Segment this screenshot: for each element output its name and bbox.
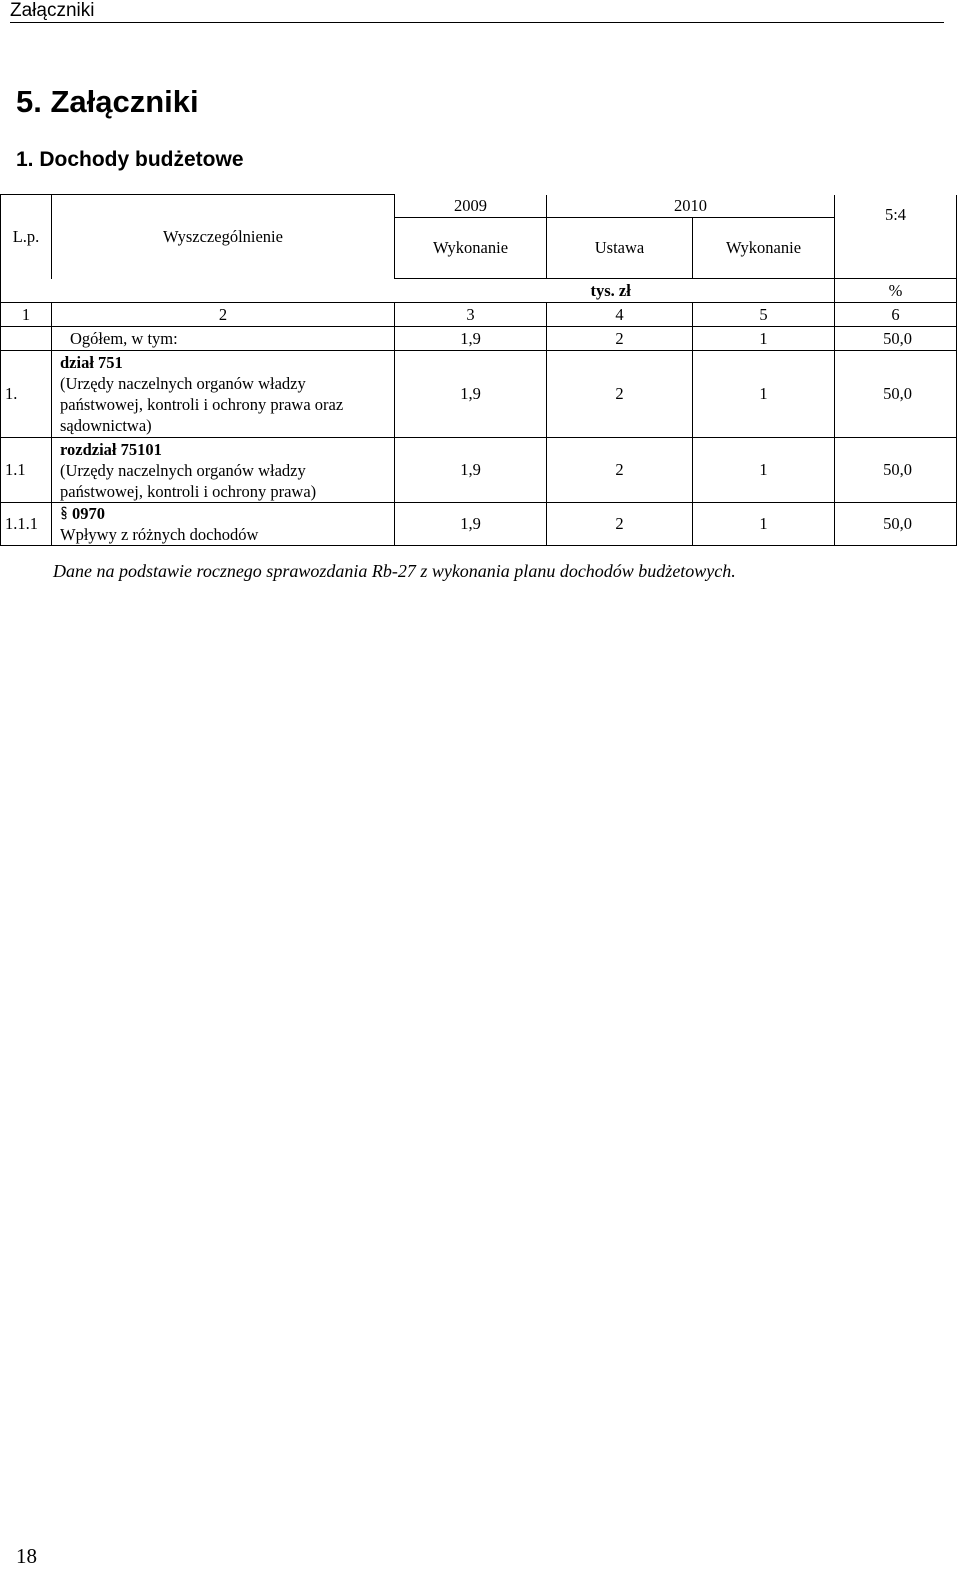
- header-ratio: 5:4: [835, 195, 957, 279]
- unit-amount: tys. zł: [547, 279, 835, 303]
- row-label: [52, 327, 395, 351]
- row-ratio: 50,0: [835, 503, 957, 546]
- row-label-text: Wpływy z różnych dochodów: [60, 525, 259, 544]
- row-ratio: 50,0: [835, 438, 957, 503]
- row-label-main: dział 751: [60, 353, 123, 372]
- row-plan-2010: 2: [547, 438, 693, 503]
- table-row: [1, 503, 957, 546]
- row-label: [52, 351, 395, 438]
- source-footnote: Dane na podstawie rocznego sprawozdania Rb-27 z wykonania planu dochodów budżetowych.: [53, 561, 736, 581]
- header-execution-2009: Wykonanie: [395, 218, 547, 279]
- row-label-main: rozdział 75101: [60, 439, 162, 459]
- section-title: 5. Załączniki: [16, 84, 199, 119]
- row-label-text: (Urzędy naczelnych organów władzy państwowej, kontroli i ochrony prawa): [60, 460, 317, 501]
- row-label: [52, 438, 395, 503]
- subsection-title: 1. Dochody budżetowe: [16, 148, 244, 171]
- budget-revenue-table: [0, 194, 957, 546]
- header-row-years: [1, 195, 957, 218]
- column-number: 2: [52, 303, 395, 327]
- table-row: [1, 351, 957, 438]
- header-year-2009: 2009: [395, 195, 547, 218]
- header-row-units: [1, 279, 957, 303]
- header-execution-2010: Wykonanie: [693, 218, 835, 279]
- column-number: 3: [395, 303, 547, 327]
- table-row: [1, 438, 957, 503]
- row-exec-2010: 1: [693, 327, 835, 351]
- row-label-main: 0970: [72, 504, 105, 523]
- row-lp: 1.1: [1, 438, 52, 503]
- row-label-text: (Urzędy naczelnych organów władzy państwowej, kontroli i ochrony prawa oraz sądownictwa): [60, 374, 344, 435]
- running-header: [10, 0, 944, 23]
- header-description: Wyszczególnienie: [52, 195, 395, 279]
- row-exec-2009: 1,9: [395, 327, 547, 351]
- row-plan-2010: 2: [547, 327, 693, 351]
- column-number: 5: [693, 303, 835, 327]
- header-year-2010: 2010: [547, 195, 835, 218]
- column-numbers-row: [1, 303, 957, 327]
- row-label-main-line: [60, 503, 390, 524]
- column-number: 1: [1, 303, 52, 327]
- unit-percent: %: [835, 279, 957, 303]
- row-exec-2010: 1: [693, 351, 835, 438]
- row-label-text: Ogółem, w tym:: [70, 328, 178, 348]
- row-lp: 1.: [1, 351, 52, 438]
- row-ratio: 50,0: [835, 327, 957, 351]
- table-row: [1, 327, 957, 351]
- row-exec-2009: 1,9: [395, 351, 547, 438]
- header-lp: L.p.: [1, 195, 52, 279]
- row-lp: 1.1.1: [1, 503, 52, 546]
- column-number: 6: [835, 303, 957, 327]
- row-exec-2010: 1: [693, 503, 835, 546]
- row-label: [52, 503, 395, 546]
- running-header-title: Załączniki: [10, 0, 95, 21]
- page-number: 18: [16, 1544, 37, 1568]
- column-number: 4: [547, 303, 693, 327]
- row-plan-2010: 2: [547, 503, 693, 546]
- paragraph-icon: [60, 507, 68, 519]
- row-exec-2010: 1: [693, 438, 835, 503]
- row-plan-2010: 2: [547, 351, 693, 438]
- row-ratio: 50,0: [835, 351, 957, 438]
- row-exec-2009: 1,9: [395, 503, 547, 546]
- row-lp: [1, 327, 52, 351]
- row-exec-2009: 1,9: [395, 438, 547, 503]
- header-plan-2010: Ustawa: [547, 218, 693, 279]
